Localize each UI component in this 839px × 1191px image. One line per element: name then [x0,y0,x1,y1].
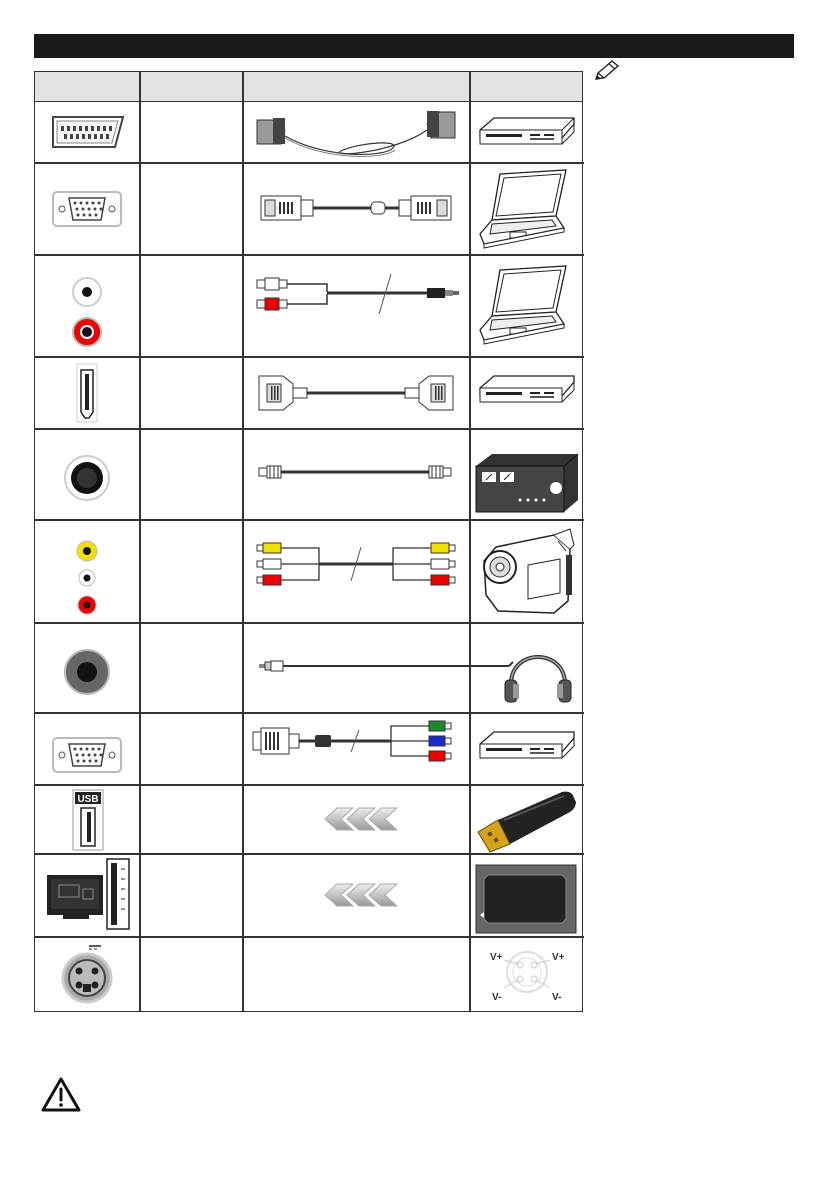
laptop-icon [470,256,584,356]
table-row [35,358,139,428]
headphone-cable-icon [243,624,584,712]
coax-rca-cable-icon [243,430,469,519]
laptop-icon [470,164,584,254]
dc-pinout-icon [470,938,584,1012]
table-row [35,521,139,622]
table-row [35,256,139,356]
av-composite-jacks-icon [35,521,139,622]
spdif-coax-jack-icon [35,430,139,519]
av-rca-cable-icon [243,521,469,622]
table-row [35,102,139,162]
dvd-recorder-icon [470,714,584,784]
hdmi-port-icon [35,358,139,428]
vga-to-component-cable-icon [243,714,469,784]
dvd-recorder-icon [470,358,584,428]
scart-cable-icon [243,102,469,162]
table-row [35,624,139,712]
table-row [35,714,139,784]
pin-label-top-left: V+ [490,952,503,963]
camcorder-icon [470,521,584,622]
pin-label-top-right: V+ [552,952,565,963]
ypbpr-vga-port-icon [35,714,139,784]
warning-triangle-icon [40,1076,82,1114]
audio-lr-jack-icon [35,256,139,356]
ci-slot-icon [35,855,139,936]
vga-cable-icon [243,164,469,254]
pin-label-bottom-left: V- [492,992,502,1003]
audio-amplifier-icon [470,430,584,519]
empty-cable-cell [243,938,469,1012]
table-header [35,72,582,102]
connections-table [34,71,583,1012]
headphone-jack-icon [35,624,139,712]
table-row [35,938,139,1012]
usb-stick-icon [470,786,584,853]
ci-module-card-icon [470,855,584,936]
section-header-bar [34,34,794,58]
rca-to-minijack-cable-icon [243,256,469,356]
table-row [35,855,139,936]
table-row [35,430,139,519]
pin-label-bottom-right: V- [552,992,562,1003]
usb-port-icon [35,786,139,853]
dc-power-input-icon [35,938,139,1012]
dvd-recorder-icon [470,102,584,162]
insert-arrows-icon [243,786,469,853]
insert-arrows-icon [243,855,469,936]
table-row [35,164,139,254]
usb-label: USB [77,794,99,805]
pencil-note-icon [592,59,622,83]
vga-port-icon [35,164,139,254]
scart-port-icon [35,102,139,162]
hdmi-cable-icon [243,358,469,428]
table-row [35,786,139,853]
